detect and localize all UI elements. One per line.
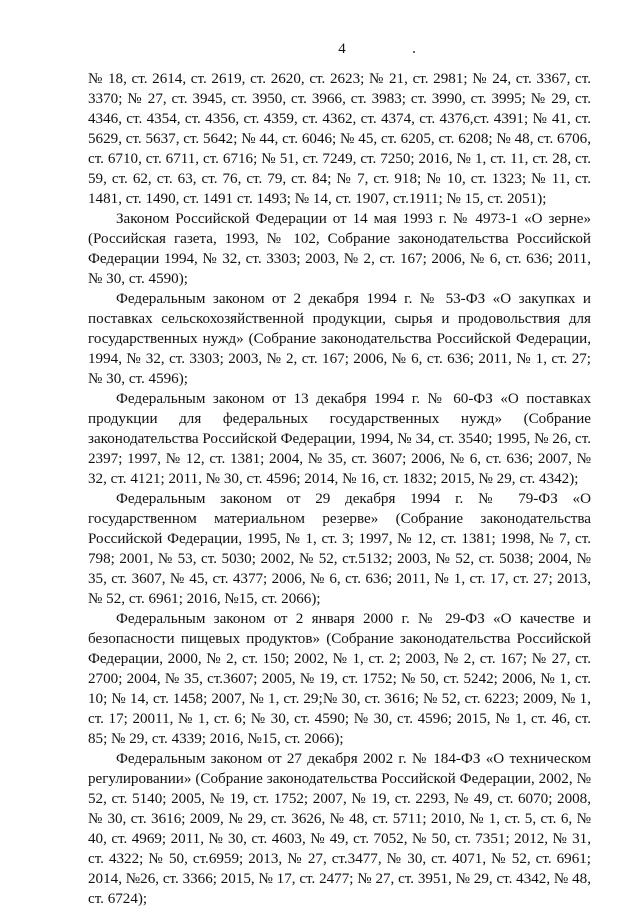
paragraph-law-60fz: Федеральным законом от 13 декабря 1994 г. № 60-ФЗ «О поставках продукции для федеральных государственных нужд» (Собрание законодательства Российской Федерации, 1994, № 34, ст. 3540; 1995, № 26, ст. 2397; 1997, № 12, ст. 1381; 2004, № 35, ст. 3607; 2006, № 6, ст. 636; 2007, № 32, ст. 4121; 2011, № 30, ст. 4596; 2014, № 16, ст. 1832; 2015, № 29, ст. 4342); (88, 391, 591, 487)
paragraph-law-53fz: Федеральным законом от 2 декабря 1994 г. № 53-ФЗ «О закупках и поставках сельскохозяйственной продукции, сырья и продовольствия для государственных нужд» (Собрание законодательства Российской Федерации, 1994, № 32, ст. 3303; 2003, № 2, ст. 167; 2006, № 6, ст. 636; 2011, № 1, ст. 27; № 30, ст. 4596); (88, 291, 591, 387)
document-body (88, 69, 591, 909)
scan-dot (413, 51, 415, 53)
paragraph-law-29fz: Федеральным законом от 2 января 2000 г. № 29-ФЗ «О качестве и безопасности пищевых продуктов» (Собрание законодательства Российской Федерации, 2000, № 2, ст. 150; 2002, № 1, ст. 2; 2003, № 2, ст. 167; № 27, ст. 2700; 2004, № 35, ст.3607; 2005, № 19, ст. 1752; № 50, ст. 5242; 2006, № 1, ст. 10; № 14, ст. 1458; 2007, № 1, ст. 29;№ 30, ст. 3616; № 52, ст. 6223; 2009, № 1, ст. 17; 20011, № 1, ст. 6; № 30, ст. 4590; № 30, ст. 4596; 2015, № 1, ст. 46, ст. 85; № 29, ст. 4339; 2016, №15, ст. 2066); (88, 611, 591, 747)
paragraph-continuation: № 18, ст. 2614, ст. 2619, ст. 2620, ст. 2623; № 21, ст. 2981; № 24, ст. 3367, ст. 3370; № 27, ст. 3945, ст. 3950, ст. 3966, ст. 3983; ст. 3990, ст. 3995; № 29, ст. 4346, ст. 4354, ст. 4356, ст. 4359, ст. 4362, ст. 4374, ст. 4376,ст. 4391; № 41, ст. 5629, ст. 5637, ст. 5642; № 44, ст. 6046; № 45, ст. 6205, ст. 6208; № 48, ст. 6706, ст. 6710, ст. 6711, ст. 6716; № 51, ст. 7249, ст. 7250; 2016, № 1, ст. 11, ст. 28, ст. 59, ст. 62, ст. 63, ст. 76, ст. 79, ст. 84; № 7, ст. 918; № 10, ст. 1323; № 11, ст. 1481, ст. 1490, ст. 1491 ст. 1493; № 14, ст. 1907, ст.1911; № 15, ст. 2051); (88, 71, 591, 207)
paragraph-law-79fz: Федеральным законом от 29 декабря 1994 г. № 79-ФЗ «О государственном материальном резерве» (Собрание законодательства Российской Федерации, 1995, № 1, ст. 3; 1997, № 12, ст. 1381; 1998, № 7, ст. 798; 2001, № 53, ст. 5030; 2002, № 52, ст.5132; 2003, № 52, ст. 5038; 2004, № 35, ст. 3607, № 45, ст. 4377; 2006, № 6, ст. 636; 2011, № 1, ст. 17, ст. 27; 2013, № 52, ст. 6961; 2016, №15, ст. 2066); (88, 491, 591, 607)
paragraph-law-184fz: Федеральным законом от 27 декабря 2002 г. № 184-ФЗ «О техническом регулировании» (Собрание законодательства Российской Федерации, 2002, № 52, ст. 5140; 2005, № 19, ст. 1752; 2007, № 19, ст. 2293, № 49, ст. 6070; 2008, № 30, ст. 3616; 2009, № 29, ст. 3626, № 48, ст. 5711; 2010, № 1, ст. 5, ст. 6, № 40, ст. 4969; 2011, № 30, ст. 4603, № 49, ст. 7052, № 50, ст. 7351; 2012, № 31, ст. 4322; № 50, ст.6959; 2013, № 27, ст.3477, № 30, ст. 4071, № 52, ст. 6961; 2014, №26, ст. 3366; 2015, № 17, ст. 2477; № 27, ст. 3951, № 29, ст. 4342, № 48, ст. 6724); (88, 751, 591, 907)
paragraph-law-grain: Законом Российской Федерации от 14 мая 1993 г. № 4973-1 «О зерне» (Российская газета, 1993, № 102, Собрание законодательства Российской Федерации 1994, № 32, ст. 3303; 2003, № 2, ст. 167; 2006, № 6, ст. 636; 2011, № 30, ст. 4590); (88, 211, 591, 287)
page-number: 4 (338, 41, 346, 57)
